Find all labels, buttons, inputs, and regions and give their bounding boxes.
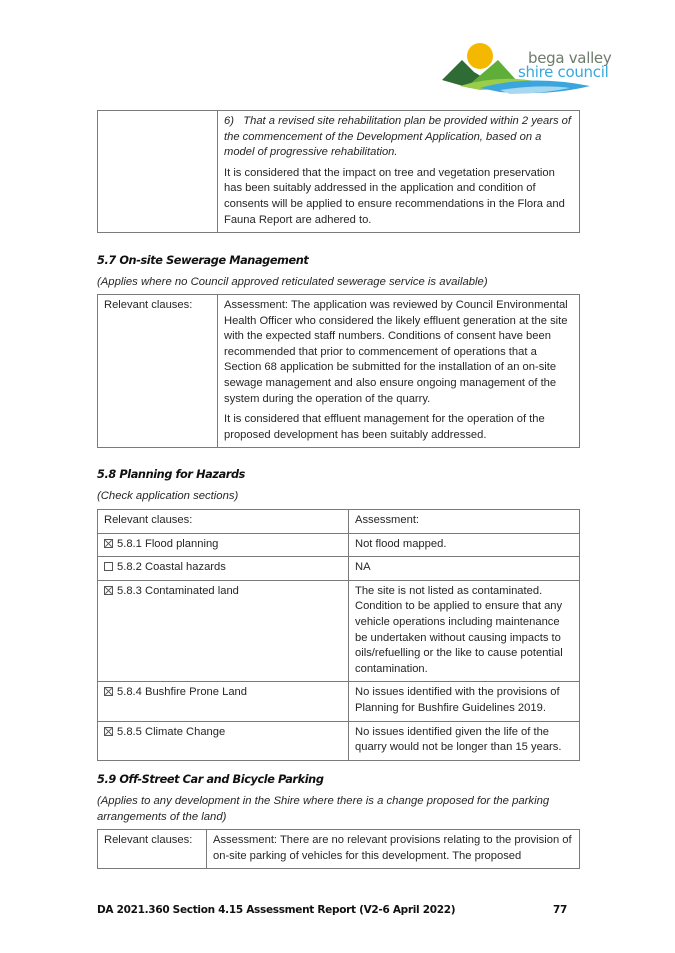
footer-title: DA 2021.360 Section 4.15 Assessment Report (V2-6 April 2022) — [97, 904, 456, 916]
table-row — [98, 580, 580, 682]
assessment-value: Not flood mapped. — [349, 533, 580, 557]
relevant-clauses-label: Relevant clauses: — [98, 295, 218, 448]
clause-label: 5.8.3 Contaminated land — [117, 584, 239, 597]
table-row — [98, 557, 580, 581]
column-header-clauses: Relevant clauses: — [98, 510, 349, 534]
assessment-value: No issues identified given the life of the quarry would not be longer than 15 years. — [349, 721, 580, 760]
checkbox-checked-icon[interactable] — [104, 586, 113, 595]
table-row — [98, 721, 580, 760]
clause-label: 5.8.2 Coastal hazards — [117, 561, 226, 574]
table-row — [98, 533, 580, 557]
section-5-7-subheading: (Applies where no Council approved reticulated sewerage service is available) — [97, 276, 488, 288]
conclusion-text: It is considered that effluent management for the operation of the proposed development has been suitably addressed. — [224, 413, 545, 441]
assessment-text: Assessment: There are no relevant provisions relating to the provision of on-site parking of vehicles for this development. The proposed — [207, 830, 580, 869]
checkbox-checked-icon[interactable] — [104, 727, 113, 736]
hazards-table — [97, 509, 580, 761]
empty-label-cell — [98, 111, 218, 233]
assessment-cell — [218, 111, 580, 233]
assessment-value: The site is not listed as contaminated. Condition to be applied to ensure that any vehicle operations including maintenance be undertaken without causing impacts to oils/refuelling or the like to cause potential contamination. — [349, 580, 580, 682]
section-5-9-subheading: (Applies to any development in the Shire where there is a change proposed for the parking arrangements of the land) — [97, 795, 550, 823]
clause-label: 5.8.4 Bushfire Prone Land — [117, 686, 247, 699]
clause-label: 5.8.5 Climate Change — [117, 725, 226, 738]
page-number: 77 — [552, 904, 567, 916]
section-5-7-heading: 5.7 On-site Sewerage Management — [97, 254, 309, 267]
checkbox-checked-icon[interactable] — [104, 539, 113, 548]
section-5-9-heading: 5.9 Off-Street Car and Bicycle Parking — [97, 773, 324, 786]
clause-label: 5.8.1 Flood planning — [117, 537, 219, 550]
assessment-value: No issues identified with the provisions of Planning for Bushfire Guidelines 2019. — [349, 682, 580, 721]
assessment-cell — [218, 295, 580, 448]
section-5-9-table — [97, 829, 580, 869]
logo-text-line1: bega valley — [528, 49, 612, 67]
continued-table — [97, 110, 580, 233]
council-logo — [440, 38, 630, 96]
assessment-value: NA — [349, 557, 580, 581]
section-5-7-table — [97, 294, 580, 448]
assessment-text: Assessment: The application was reviewed by Council Environmental Health Officer who considered the likely effluent generation at the site with the expected staff numbers. Conditions of consent have been recommended that prior to commencement of operations that a Section 68 application be submitted for the installation of an on-site sewage management and also ensure ongoing management of the system during the operation of the quarry. — [224, 299, 568, 405]
section-5-8-heading: 5.8 Planning for Hazards — [97, 468, 245, 481]
checkbox-unchecked-icon[interactable] — [104, 562, 113, 571]
condition-6-text: 6) That a revised site rehabilitation plan be provided within 2 years of the commencement of the Development Application, based on a model of progressive rehabilitation. — [224, 115, 572, 159]
checkbox-checked-icon[interactable] — [104, 687, 113, 696]
table-header-row — [98, 510, 580, 534]
relevant-clauses-label: Relevant clauses: — [98, 830, 207, 869]
column-header-assessment: Assessment: — [349, 510, 580, 534]
conclusion-text: It is considered that the impact on tree and vegetation preservation has been suitably addressed in the application and condition of consents will be applied to ensure recommendations in the Flora and Fauna Report are adhered to. — [224, 166, 565, 226]
page-footer — [97, 904, 567, 916]
logo-text-line2: shire council — [518, 63, 609, 81]
section-5-8-subheading: (Check application sections) — [97, 490, 239, 502]
table-row — [98, 682, 580, 721]
